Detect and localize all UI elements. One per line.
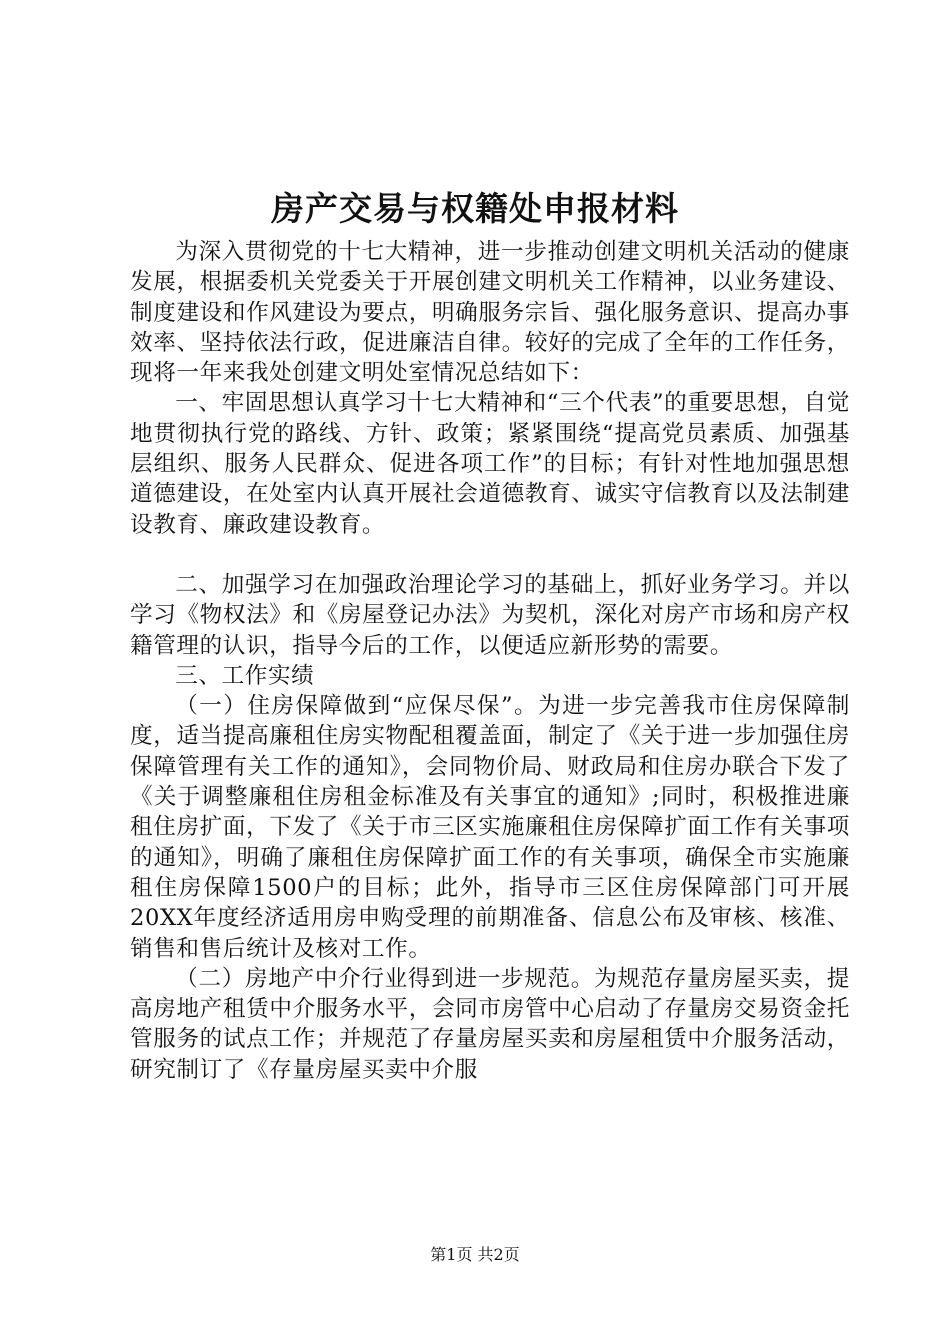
paragraph-subsection-2: （二）房地产中介行业得到进一步规范。为规范存量房屋买卖，提高房地产租赁中介服务水平，会同市房管中心启动了存量房交易资金托管服务的试点工作；并规范了存量房屋买卖和房屋租赁中介服务活动，研究制订了《存量房屋买卖中介服 — [130, 965, 850, 1083]
paragraph-subsection-1: （一）住房保障做到“应保尽保”。为进一步完善我市住房保障制度，适当提高廉租住房实物配租覆盖面，制定了《关于进一步加强住房保障管理有关工作的通知》，会同物价局、财政局和住房办联合下发了《关于调整廉租住房租金标准及有关事宜的通知》;同时，积极推进廉租住房扩面，下发了《关于市三区实施廉租住房保障扩面工作有关事项的通知》，明确了廉租住房保障扩面工作的有关事项，确保全市实施廉租住房保障1500户的目标；此外，指导市三区住房保障部门可开展20XX年度经济适用房申购受理的前期准备、信息公布及审核、核准、销售和售后统计及核对工作。 — [130, 693, 850, 962]
paragraph-section-2: 二、加强学习在加强政治理论学习的基础上，抓好业务学习。并以学习《物权法》和《房屋登记办法》为契机，深化对房产市场和房产权籍管理的认识，指导今后的工作，以便适应新形势的需要。 — [130, 571, 850, 659]
paragraph-intro: 为深入贯彻党的十七大精神，进一步推动创建文明机关活动的健康发展，根据委机关党委关于开展创建文明机关工作精神，以业务建设、制度建设和作风建设为要点，明确服务宗旨、强化服务意识、提高办事效率、坚持依法行政，促进廉洁自律。较好的完成了全年的工作任务，现将一年来我处创建文明处室情况总结如下： — [130, 239, 850, 387]
document-body — [130, 237, 850, 1085]
section-heading-3: 三、工作实绩 — [175, 662, 315, 689]
document-title: 房产交易与权籍处申报材料 — [271, 189, 679, 228]
page-footer: 第1页 共2页 — [430, 1245, 520, 1264]
paragraph-section-1: 一、牢固思想认真学习十七大精神和“三个代表”的重要思想，自觉地贯彻执行党的路线、方针、政策；紧紧围绕“提高党员素质、加强基层组织、服务人民群众、促进各项工作”的目标；有针对性地加强思想道德建设，在处室内认真开展社会道德教育、诚实守信教育以及法制建设教育、廉政建设教育。 — [130, 390, 850, 538]
